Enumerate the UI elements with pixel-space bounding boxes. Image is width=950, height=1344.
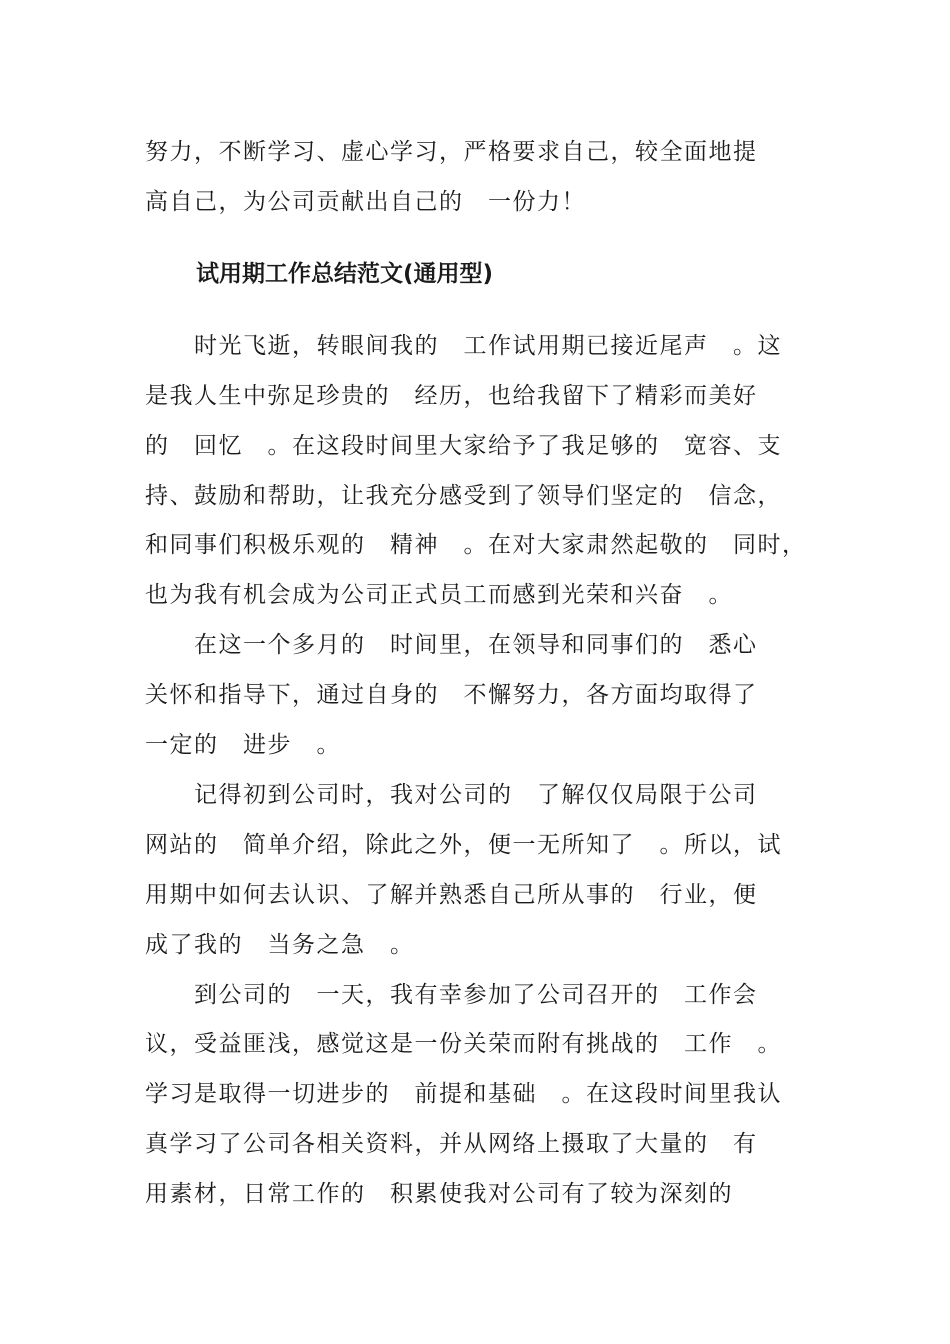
body-line-6: 也为我有机会成为公司正式员工而感到光荣和兴奋 。 [145,582,733,608]
body-line-11: 网站的 简单介绍，除此之外，便一无所知了 。所以，试 [145,832,782,858]
body-line-3: 的 回忆 。在这段时间里大家给予了我足够的 宽容、支 [145,433,782,459]
body-line-15: 议，受益匪浅，感觉这是一份关荣而附有挑战的 工作 。 [145,1031,782,1057]
body-line-12: 用期中如何去认识、了解并熟悉自己所从事的 行业，便 [145,882,758,908]
body-line-1: 时光飞逝，转眼间我的 工作试用期已接近尾声 。这 [145,333,782,359]
body-line-8: 关怀和指导下，通过自身的 不懈努力，各方面均取得了 [145,682,758,708]
body-line-4: 持、鼓励和帮助，让我充分感受到了领导们坚定的 信念， [145,483,782,509]
body-line-10: 记得初到公司时，我对公司的 了解仅仅局限于公司 [145,782,758,808]
intro-line-1: 努力，不断学习、虚心学习，严格要求自己，较全面地提 [145,139,758,165]
body-line-13: 成了我的 当务之急 。 [145,932,415,958]
body-line-17: 真学习了公司各相关资料，并从网络上摄取了大量的 有 [145,1131,758,1157]
body-line-7: 在这一个多月的 时间里，在领导和同事们的 悉心 [145,632,758,658]
body-line-5: 和同事们积极乐观的 精神 。在对大家肃然起敬的 同时， [145,532,807,558]
body-line-9: 一定的 进步 。 [145,732,341,758]
body-line-14: 到公司的 一天，我有幸参加了公司召开的 工作会 [145,982,758,1008]
section-heading: 试用期工作总结范文(通用型) [196,261,494,287]
body-line-18: 用素材，日常工作的 积累使我对公司有了较为深刻的 [145,1181,733,1207]
intro-line-2: 高自己，为公司贡献出自己的 一份力！ [145,189,586,215]
body-line-16: 学习是取得一切进步的 前提和基础 。在这段时间里我认 [145,1081,782,1107]
body-line-2: 是我人生中弥足珍贵的 经历，也给我留下了精彩而美好 [145,383,758,409]
